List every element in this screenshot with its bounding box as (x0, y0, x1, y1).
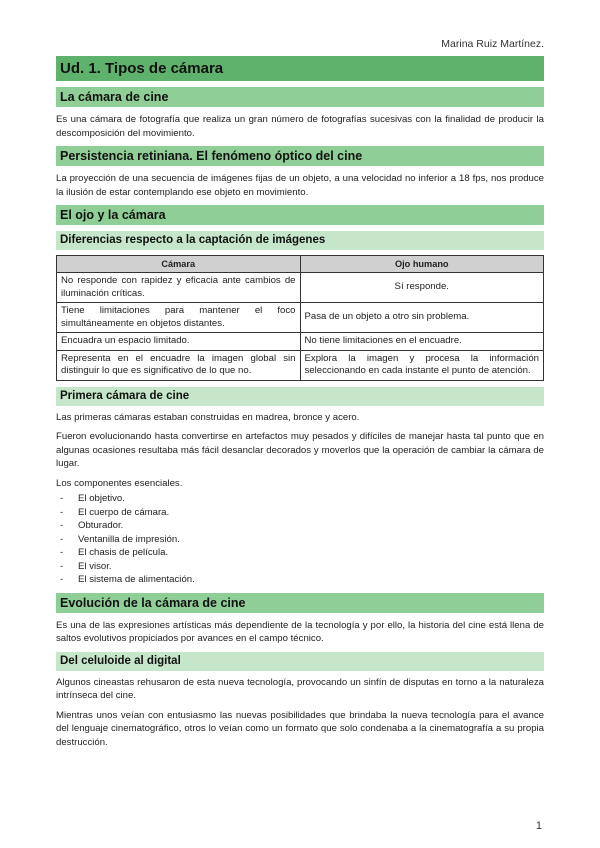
table-header-row (57, 256, 544, 273)
subheading-diferencias: Diferencias respecto a la captación de imágenes (56, 231, 544, 250)
paragraph-primera-2: Fueron evolucionando hasta convertirse en artefactos muy pesados y difíciles de manejar hasta tal punto que en algunas ocasiones resultaba más fácil desanclar decorados y moverlos que la operación de cambiar la cámara de lugar. (56, 431, 544, 469)
heading-persistencia: Persistencia retiniana. El fenómeno óptico del cine (56, 146, 544, 166)
list-dash: - (60, 520, 64, 531)
components-list (56, 492, 544, 587)
column-header-camara: Cámara (57, 256, 301, 273)
list-dash: - (60, 506, 64, 518)
list-item (56, 506, 544, 520)
table-cell: No tiene limitaciones en el encuadre. (300, 333, 544, 351)
heading-celuloide: Del celuloide al digital (56, 652, 544, 671)
list-item-text: El visor. (78, 560, 112, 572)
table-row (57, 303, 544, 333)
heading-camara-cine: La cámara de cine (56, 87, 544, 107)
list-item-text: El sistema de alimentación. (78, 574, 195, 585)
table-cell: Sí responde. (300, 273, 544, 303)
document-content (56, 56, 544, 755)
list-item (56, 492, 544, 506)
list-dash: - (60, 547, 64, 558)
paragraph-camara-cine: Es una cámara de fotografía que realiza un gran número de fotografías sucesivas con la finalidad de producir la descomposición del movimiento. (56, 114, 544, 139)
list-item-text: El objetivo. (78, 493, 125, 504)
list-item (56, 533, 544, 547)
table-cell: No responde con rapidez y eficacia ante cambios de iluminación críticas. (57, 273, 301, 303)
paragraph-primera-1: Las primeras cámaras estaban construidas en madrea, bronce y acero. (56, 411, 360, 423)
list-dash: - (60, 493, 64, 504)
list-item (56, 560, 544, 574)
table-cell: Explora la imagen y procesa la información seleccionando en cada instante el punto de atención. (300, 350, 544, 380)
table-row (57, 333, 544, 351)
heading-ojo-camara: El ojo y la cámara (56, 205, 544, 225)
table-cell: Representa en el encuadre la imagen global sin distinguir lo que es significativo de lo que no. (57, 350, 301, 380)
list-item-text: Obturador. (78, 520, 124, 531)
table-row (57, 273, 544, 303)
table-cell: Tiene limitaciones para mantener el foco simultáneamente en objetos distantes. (57, 303, 301, 333)
heading-evolucion: Evolución de la cámara de cine (56, 593, 544, 613)
author-name: Marina Ruiz Martínez. (441, 38, 544, 50)
comparison-table (56, 255, 544, 381)
list-item (56, 519, 544, 533)
paragraph-primera-3: Los componentes esenciales. (56, 477, 183, 489)
paragraph-evolucion: Es una de las expresiones artísticas más dependiente de la tecnología y por ello, la historia del cine está llena de saltos evolutivos propiciados por avances en el campo técnico. (56, 619, 544, 644)
column-header-ojo: Ojo humano (300, 256, 544, 273)
unit-title: Ud. 1. Tipos de cámara (56, 56, 544, 81)
paragraph-persistencia: La proyección de una secuencia de imágenes fijas de un objeto, a una velocidad no inferior a 18 fps, nos produce la ilusión de estar contemplando ese objeto en movimiento. (56, 173, 544, 198)
page-number: 1 (535, 820, 542, 832)
table-cell: Encuadra un espacio limitado. (57, 333, 301, 351)
list-item-text: El chasis de película. (78, 547, 169, 558)
table-cell: Pasa de un objeto a otro sin problema. (300, 303, 544, 333)
paragraph-celuloide-2: Mientras unos veían con entusiasmo las nuevas posibilidades que brindaba la nueva tecnología para el avance del lenguaje cinematográfico, otros lo veían como un formato que solo condenaba a la cinematografía a su propia destrucción. (56, 709, 544, 748)
list-item (56, 573, 544, 587)
table-row (57, 350, 544, 380)
paragraph-celuloide-1: Algunos cineastas rehusaron de esta nueva tecnología, provocando un sinfín de disputas en torno a la naturaleza intrínseca del cine. (56, 676, 544, 701)
heading-primera-camara: Primera cámara de cine (56, 387, 544, 406)
list-dash: - (60, 574, 64, 585)
list-dash: - (60, 533, 64, 545)
list-item (56, 546, 544, 560)
list-dash: - (60, 560, 64, 572)
list-item-text: El cuerpo de cámara. (78, 506, 170, 518)
list-item-text: Ventanilla de impresión. (78, 533, 180, 545)
